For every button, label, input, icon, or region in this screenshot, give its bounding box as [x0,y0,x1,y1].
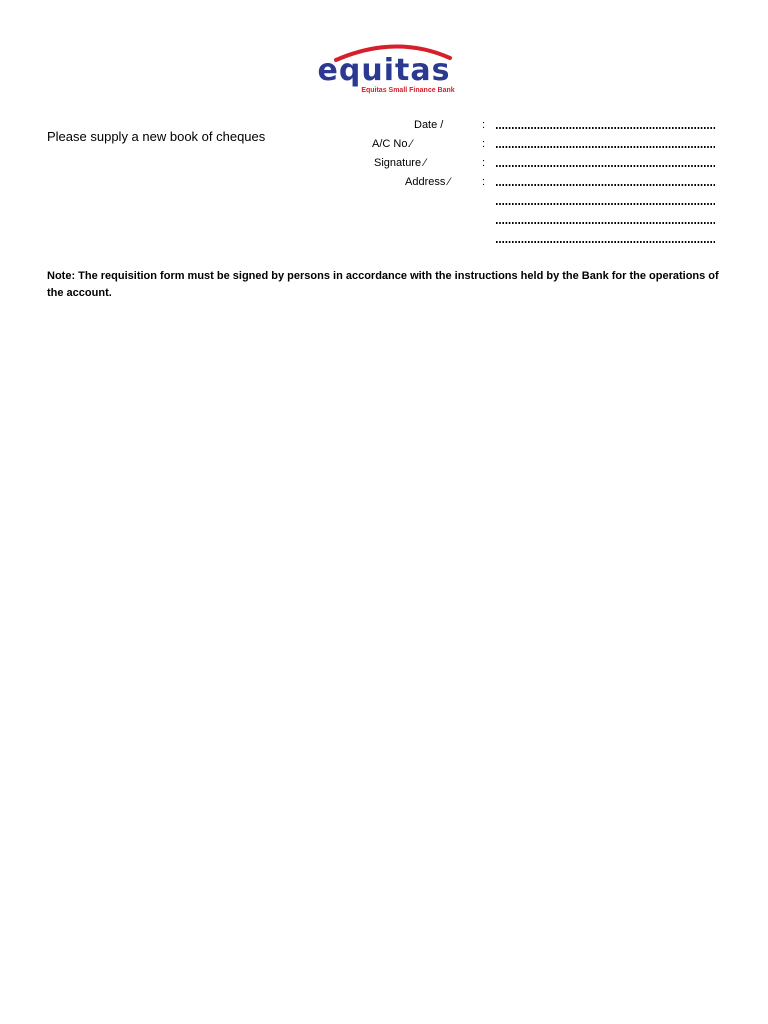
signature-label: Signature ⁄ [374,157,426,169]
address-field-line-2[interactable] [495,202,716,206]
logo-wordmark: equitas [317,53,451,88]
address-field-line-1[interactable] [495,183,716,187]
address-field-line-4[interactable] [495,240,716,244]
date-colon: : [482,119,486,131]
account-number-field-line[interactable] [495,145,716,149]
signature-colon: : [482,157,486,169]
account-number-label: A/C No.⁄ [372,138,413,150]
signature-field-line[interactable] [495,164,716,168]
date-label: Date / [414,119,444,131]
logo-tagline: Equitas Small Finance Bank [361,87,455,94]
date-field-line[interactable] [495,126,716,130]
address-label: Address ⁄ [405,176,451,188]
requisition-note: Note: The requisition form must be signed by persons in accordance with the instructions held by the Bank for the operations of the account. [47,270,719,299]
bank-logo [306,40,464,96]
equitas-logo-graphic [306,40,464,96]
address-field-line-3[interactable] [495,221,716,225]
request-text: Please supply a new book of cheques [47,129,266,144]
address-colon: : [482,176,486,188]
account-number-colon: : [482,138,486,150]
